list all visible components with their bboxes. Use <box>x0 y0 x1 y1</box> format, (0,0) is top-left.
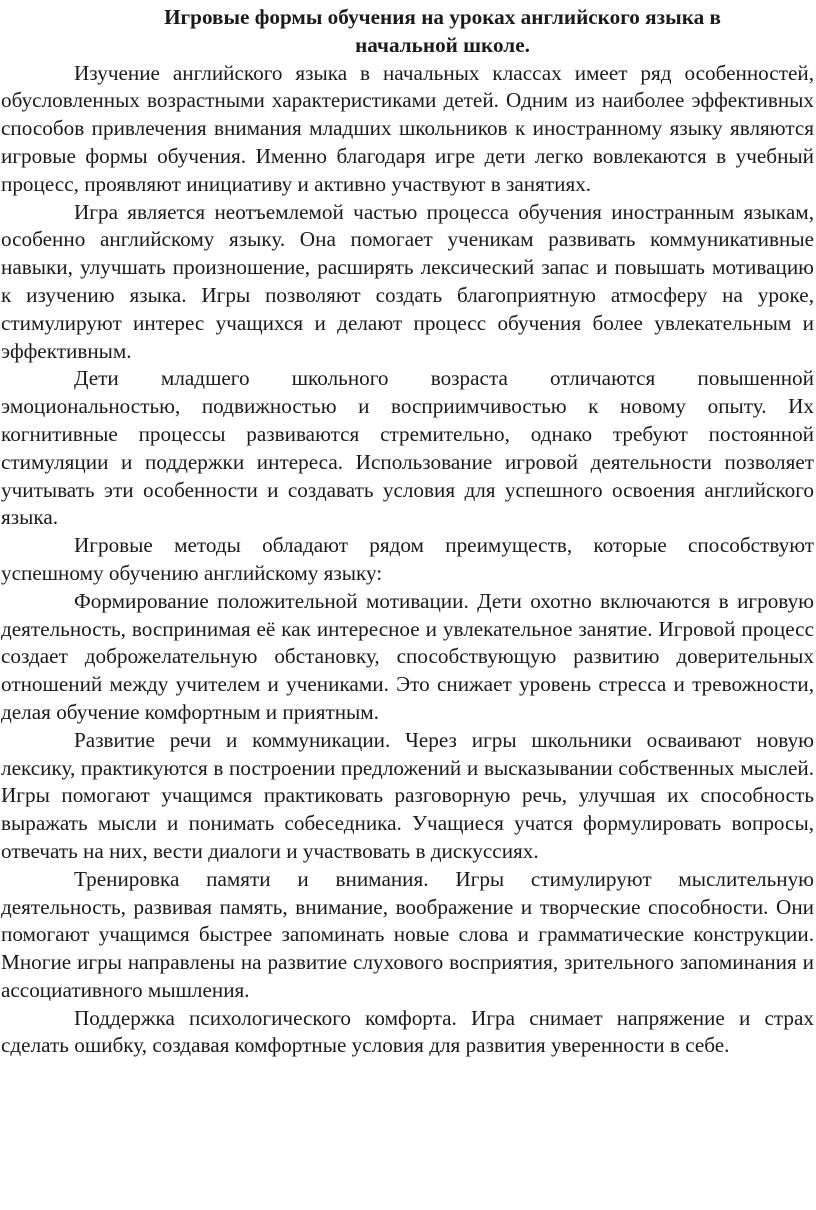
paragraph-age-features: Дети младшего школьного возраста отличаются повышенной эмоциональностью, подвижностью и восприимчивостью к новому опыту. Их когнитивные процессы развиваются стремительно, однако требуют постоянной стимуляции и поддержки интереса. Использование игровой деятельности позволяет учитывать эти особенности и создавать условия для успешного освоения английского языка. <box>1 366 814 530</box>
paragraph-memory: Тренировка памяти и внимания. Игры стимулируют мыслительную деятельность, развивая память, внимание, воображение и творческие способности. Они помогают учащимся быстрее запоминать новые слова и грамматические конструкции. Многие игры направлены на развитие слухового восприятия, зрительного запоминания и ассоциативного мышления. <box>1 866 814 1002</box>
paragraph-speech: Развитие речи и коммуникации. Через игры школьники осваивают новую лексику, практикуются в построении предложений и высказывании собственных мыслей. Игры помогают учащимся практиковать разговорную речь, улучшая их способность выражать мысли и понимать собеседника. Учащиеся учатся формулировать вопросы, отвечать на них, вести диалоги и участвовать в дискуссиях. <box>1 727 814 863</box>
title-line-1: Игровые формы обучения на уроках английского языка в <box>164 5 721 29</box>
paragraph-intro: Изучение английского языка в начальных классах имеет ряд особенностей, обусловленных возрастными характеристиками детей. Одним из наиболее эффективных способов привлечения внимания младших школьников к иностранному языку являются игровые формы обучения. Именно благодаря игре дети легко вовлекаются в учебный процесс, проявляют инициативу и активно участвуют в занятиях. <box>1 60 814 196</box>
paragraph-advantages-intro: Игровые методы обладают рядом преимуществ, которые способствуют успешному обучению английскому языку: <box>1 533 814 585</box>
paragraph-game-role: Игра является неотъемлемой частью процесса обучения иностранным языкам, особенно английскому языку. Она помогает ученикам развивать коммуникативные навыки, улучшать произношение, расширять лексический запас и повышать мотивацию к изучению языка. Игры позволяют создать благоприятную атмосферу на уроке, стимулируют интерес учащихся и делают процесс обучения более увлекательным и эффективным. <box>1 199 814 363</box>
paragraph-motivation: Формирование положительной мотивации. Дети охотно включаются в игровую деятельность, воспринимая её как интересное и увлекательное занятие. Игровой процесс создает доброжелательную обстановку, способствующую развитию доверительных отношений между учителем и учениками. Это снижает уровень стресса и тревожности, делая обучение комфортным и приятным. <box>1 588 814 724</box>
title-line-2: начальной школе. <box>355 32 530 57</box>
document-title <box>71 4 814 60</box>
paragraph-comfort: Поддержка психологического комфорта. Игра снимает напряжение и страх сделать ошибку, создавая комфортные условия для развития уверенности в себе. <box>1 1005 814 1058</box>
